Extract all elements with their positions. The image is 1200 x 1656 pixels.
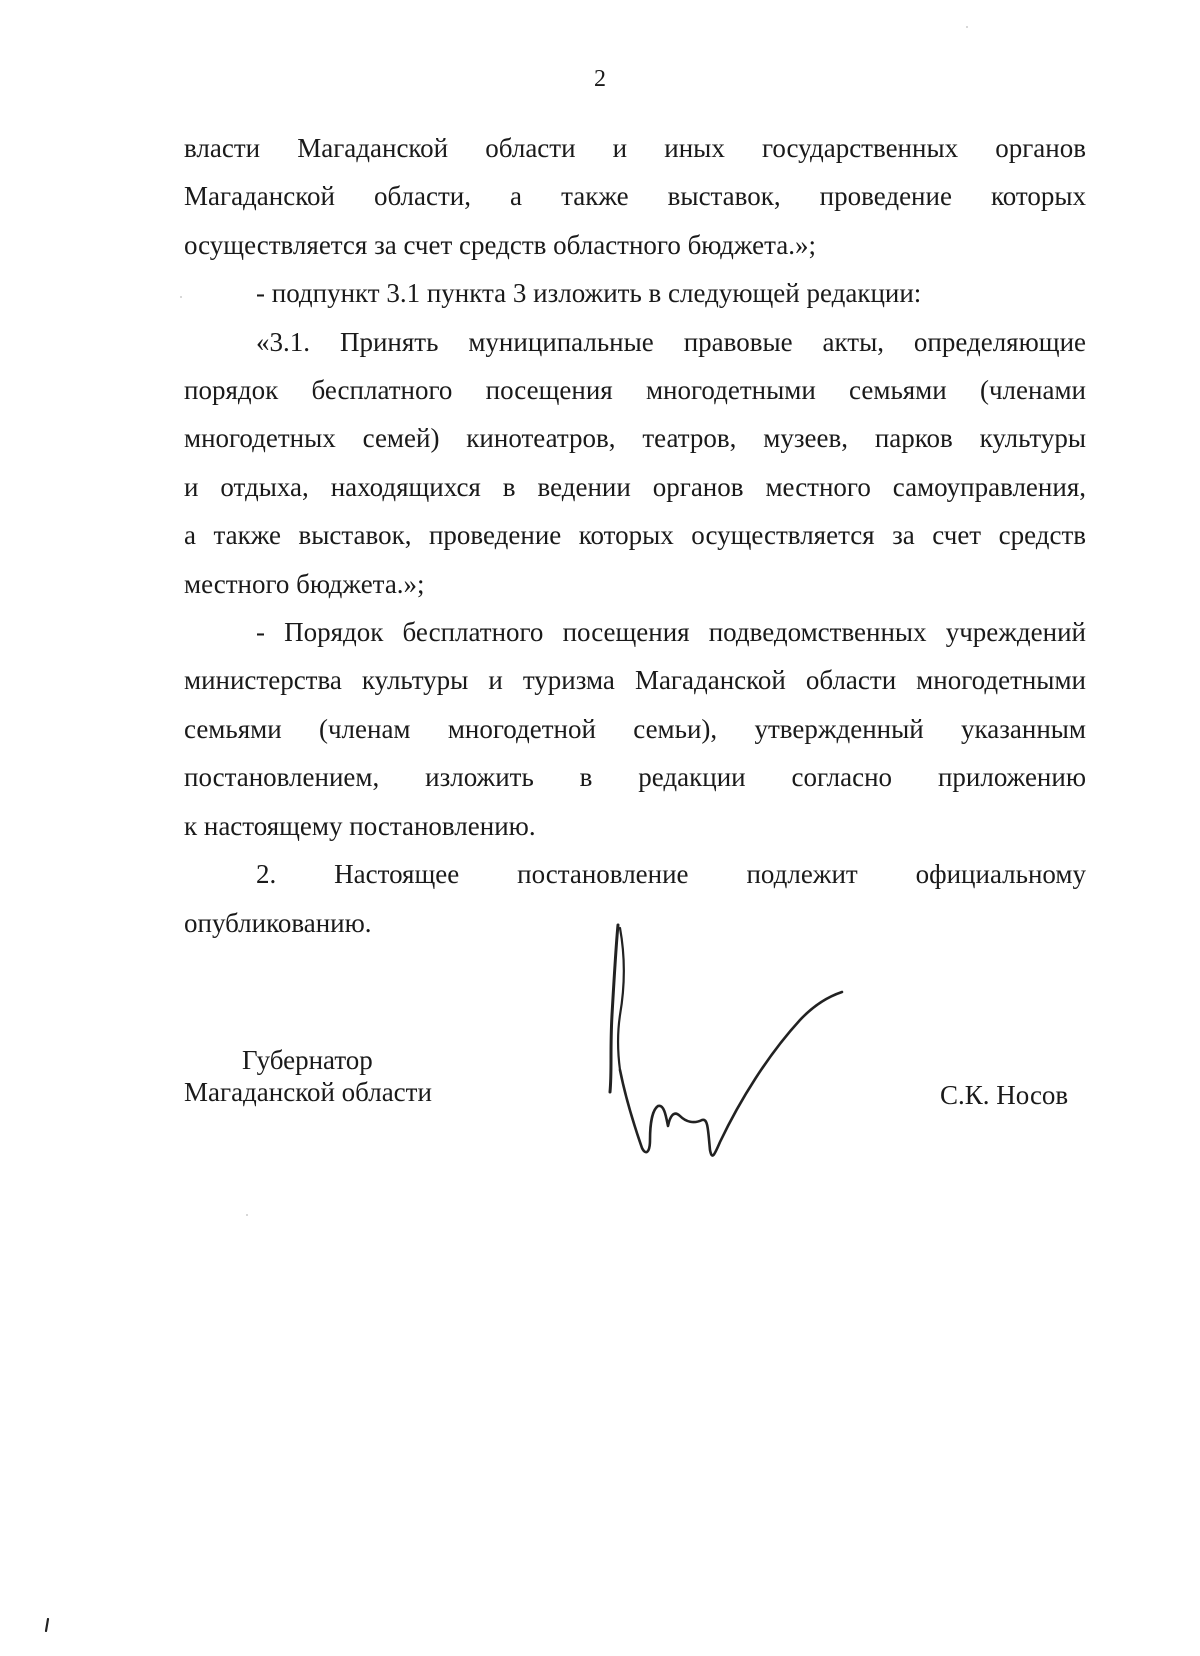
text-line: и отдыха, находящихся в ведении органов местного самоуправления,: [184, 471, 1086, 502]
text-line: местного бюджета.»;: [184, 568, 425, 599]
page-number: 2: [594, 66, 606, 92]
text-line: семьями (членам многодетной семьи), утвержденный указанным: [184, 713, 1086, 744]
signatory-name: С.К. Носов: [940, 1080, 1069, 1110]
signatory-region: Магаданской области: [184, 1077, 432, 1107]
handwritten-signature: [590, 920, 860, 1180]
paragraph-procedure-amendment: [184, 608, 1086, 850]
text-line: а также выставок, проведение которых осуществляется за счет средств: [184, 520, 1086, 551]
text-line: порядок бесплатного посещения многодетными семьями (членами: [184, 375, 1086, 406]
text-line: Магаданской области, а также выставок, проведение которых: [184, 181, 1086, 212]
text-line: осуществляется за счет средств областного бюджета.»;: [184, 229, 816, 260]
text-line: министерства культуры и туризма Магаданской области многодетными: [184, 665, 1086, 696]
signatory-position: Губернатор: [242, 1045, 373, 1075]
scan-speck: [180, 296, 182, 298]
paragraph-continuation: [184, 124, 1086, 269]
document-body: [184, 124, 1086, 947]
scan-speck: [246, 1214, 248, 1216]
text-line: «3.1. Принять муниципальные правовые акты, определяющие: [256, 326, 1086, 357]
text-line: к настоящему постановлению.: [184, 810, 536, 841]
signatory-title: [184, 1044, 504, 1108]
text-line: власти Магаданской области и иных государственных органов: [184, 133, 1086, 163]
text-line: постановлением, изложить в редакции согласно приложению: [184, 762, 1086, 793]
text-line: - подпункт 3.1 пункта 3 изложить в следующей редакции:: [256, 278, 922, 309]
text-line: 2. Настоящее постановление подлежит официальному: [256, 859, 1086, 890]
paragraph-subpoint-amendment: [184, 269, 1086, 317]
scan-speck: [966, 26, 968, 28]
text-line: многодетных семей) кинотеатров, театров, музеев, парков культуры: [184, 423, 1086, 454]
scan-artifact-mark: [44, 1618, 50, 1632]
paragraph-quoted-clause: [184, 318, 1086, 608]
text-line: опубликованию.: [184, 907, 372, 938]
text-line: - Порядок бесплатного посещения подведомственных учреждений: [256, 617, 1086, 648]
